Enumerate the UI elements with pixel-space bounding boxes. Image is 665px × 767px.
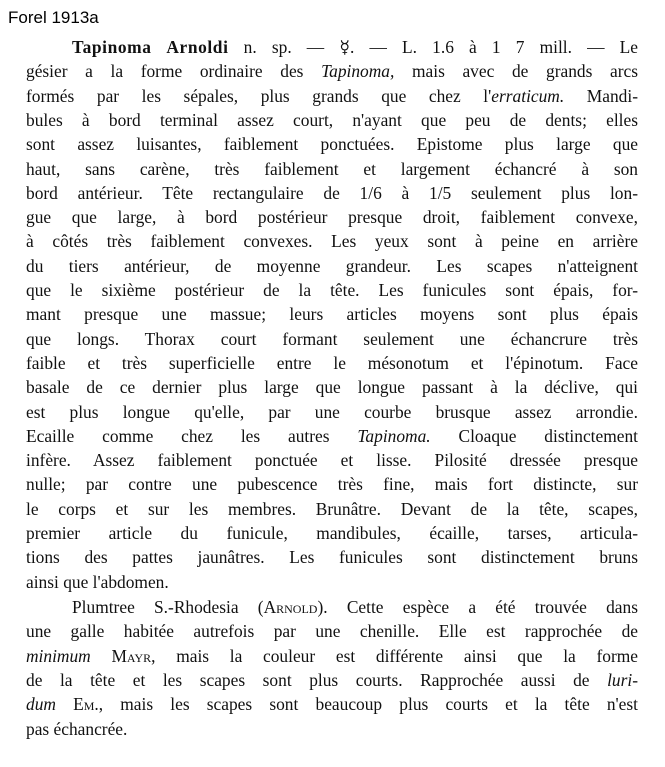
text-line [26,375,638,399]
text-run: basale de ce dernier plus large que longue passant à la déclive, qui [26,377,638,398]
text-run: bules à bord terminal assez court, n'ayant que peu de dents; elles [26,109,638,130]
text-line [26,595,638,619]
text-line [26,59,638,83]
text-line [26,619,638,643]
text-run: luri- [607,669,638,690]
text-line [26,497,638,521]
text-line [26,108,638,132]
text-run: tions des pattes jaunâtres. Les funicules sont distinctement bruns [26,547,638,568]
text-run: erraticum. [491,85,565,106]
text-run: est plus longue qu'elle, par une courbe brusque assez arrondie. [26,401,638,422]
text-line [26,472,638,496]
text-run: Plumtree S.-Rhodesia ( [72,597,264,617]
text-run: de la tête et les scapes sont plus courts. Rapprochée aussi de [26,669,608,690]
text-line [26,84,638,108]
text-run: gue que large, à bord postérieur presque droit, faiblement convexe, [26,207,638,228]
text-line [26,717,638,741]
text-run: haut, sans carène, très faiblement et largement échancré à son [26,158,638,179]
text-line [26,424,638,448]
text-run: n. sp. — ☿. — L. 1.6 à 1 7 mill. — Le [228,37,638,57]
text-run: dum [26,694,56,715]
text-line [26,35,638,59]
text-run: bord antérieur. Tête rectangulaire de 1/6 à 1/5 seulement plus lon- [26,182,638,203]
text-run: premier article du funicule, mandibules, écaille, tarses, articula- [26,523,638,543]
text-line [26,692,638,716]
text-run: gésier a la forme ordinaire des [26,61,322,82]
text-line [26,254,638,278]
text-run: formés par les sépales, plus grands que chez l' [26,85,492,106]
text-line [26,545,638,569]
text-run: que longs. Thorax court formant seulement une échancrure très [26,328,638,349]
text-run: infère. Assez faiblement ponctuée et lisse. Pilosité dressée presque [26,450,638,471]
text-run: le corps et sur les membres. Brunâtre. Devant de la tête, scapes, [26,498,638,519]
text-line [26,278,638,302]
text-run: nulle; par contre une pubescence très fine, mais fort distincte, sur [26,474,638,495]
text-line [26,448,638,472]
text-run: ., mais les scapes sont beaucoup plus courts et la tête n'est [94,694,638,715]
text-line [26,351,638,375]
text-run: que le sixième postérieur de la tête. Les funicules sont épais, for- [26,280,638,300]
text-line [26,644,638,668]
text-line [26,302,638,326]
text-run: Mayr [111,645,152,666]
text-run: Tapinoma. [357,425,431,446]
citation-label: Forel 1913a [8,8,99,27]
text-run: pas échancrée. [26,718,128,739]
text-line [26,570,638,594]
text-line [26,400,638,424]
text-run: sont assez luisantes, faiblement ponctuées. Epistome plus large que [26,134,638,155]
text-run: Mandi- [564,85,638,106]
text-line [26,157,638,181]
text-run: Cloaque distinctement [430,425,638,446]
text-run [56,694,73,714]
text-run: ). Cette espèce a été trouvée dans [317,597,638,617]
text-line [26,521,638,545]
text-line [26,132,638,156]
text-run: faible et très superficielle entre le mésonotum et l'épinotum. Face [26,352,638,373]
text-run: du tiers antérieur, de moyenne grandeur. Les scapes n'atteignent [26,255,638,276]
text-line [26,668,638,692]
text-run: ainsi que l'abdomen. [26,571,169,592]
text-line [26,181,638,205]
text-run: Em [73,694,95,715]
text-run: minimum [26,645,91,666]
text-line [26,327,638,351]
text-run [91,646,112,666]
text-run: une galle habitée autrefois par une chenille. Elle est rapprochée de [26,621,638,642]
text-run: mant presque une massue; leurs articles moyens sont plus épais [26,304,638,325]
text-run: Arnold [263,597,318,617]
text-run: Tapinoma, [321,61,395,82]
text-line [26,205,638,229]
text-run: mais avec de grands arcs [394,61,638,82]
text-run: à côtés très faiblement convexes. Les yeux sont à peine en arrière [26,231,638,252]
species-name: Tapinoma Arnoldi [72,37,229,57]
text-line [26,229,638,253]
text-run: , mais la couleur est différente ainsi que la forme [151,645,638,666]
text-run: Ecaille comme chez les autres [26,425,358,446]
